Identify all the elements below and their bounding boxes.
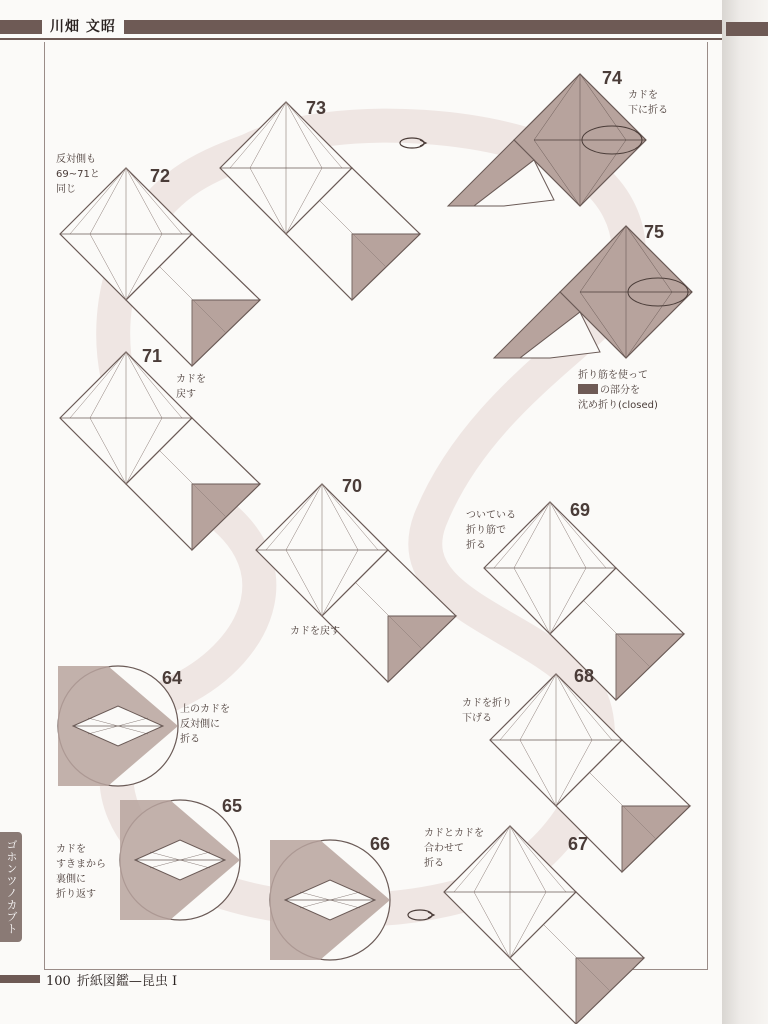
header-title: 川畑 文昭 <box>42 16 124 38</box>
step-note: 上のカドを <box>180 704 230 715</box>
step-note: 下げる <box>462 713 492 724</box>
step-75-model <box>494 226 692 358</box>
step-note: 69~71と <box>56 169 100 180</box>
step-note: すきまから <box>56 859 106 870</box>
step-note: 同じ <box>56 184 76 195</box>
step-number: 70 <box>342 476 363 496</box>
step-65-model <box>120 800 240 920</box>
book-title: 折紙図鑑—昆虫 Ⅰ <box>76 974 178 989</box>
step-number: 75 <box>644 222 665 242</box>
step-note: 折る <box>180 734 200 745</box>
step-number: 73 <box>306 98 327 118</box>
step-note: カドを <box>176 374 206 385</box>
page-number: 100 <box>46 974 71 989</box>
step-number: 66 <box>370 834 391 854</box>
step-note: カドを <box>56 844 86 855</box>
step-number: 65 <box>222 796 243 816</box>
step-note: 沈め折り(closed) <box>578 400 658 411</box>
step-note: 合わせて <box>424 843 464 854</box>
step-note: の部分を <box>600 385 640 396</box>
step-number: 72 <box>150 166 171 186</box>
step-note: 反対側に <box>180 719 220 730</box>
step-note: 裏側に <box>56 874 86 885</box>
step-note: 折り返す <box>56 889 96 900</box>
step-number: 67 <box>568 834 589 854</box>
step-note: カドとカドを <box>424 828 484 839</box>
step-note: 戻す <box>176 389 196 400</box>
step-number: 68 <box>574 666 595 686</box>
step-note: ついている <box>466 510 516 521</box>
step-note: 折る <box>424 858 444 869</box>
step-note: 折り筋を使って <box>578 370 648 381</box>
step-note: 折り筋で <box>466 525 506 536</box>
step-note: カドを <box>628 90 658 101</box>
step-number: 74 <box>602 68 623 88</box>
step-number: 69 <box>570 500 591 520</box>
step-64-model <box>58 666 178 786</box>
step-note: カドを折り <box>462 698 512 709</box>
step-note: 折る <box>466 540 486 551</box>
step-note: 反対側も <box>56 154 96 165</box>
step-number: 71 <box>142 346 163 366</box>
step-note: 下に折る <box>628 105 668 116</box>
legend-swatch <box>578 384 598 394</box>
side-tab: ゴホンツノカブト <box>0 832 22 942</box>
step-66-model <box>270 840 390 960</box>
step-number: 64 <box>162 668 183 688</box>
step-note: カドを戻す <box>290 626 340 637</box>
